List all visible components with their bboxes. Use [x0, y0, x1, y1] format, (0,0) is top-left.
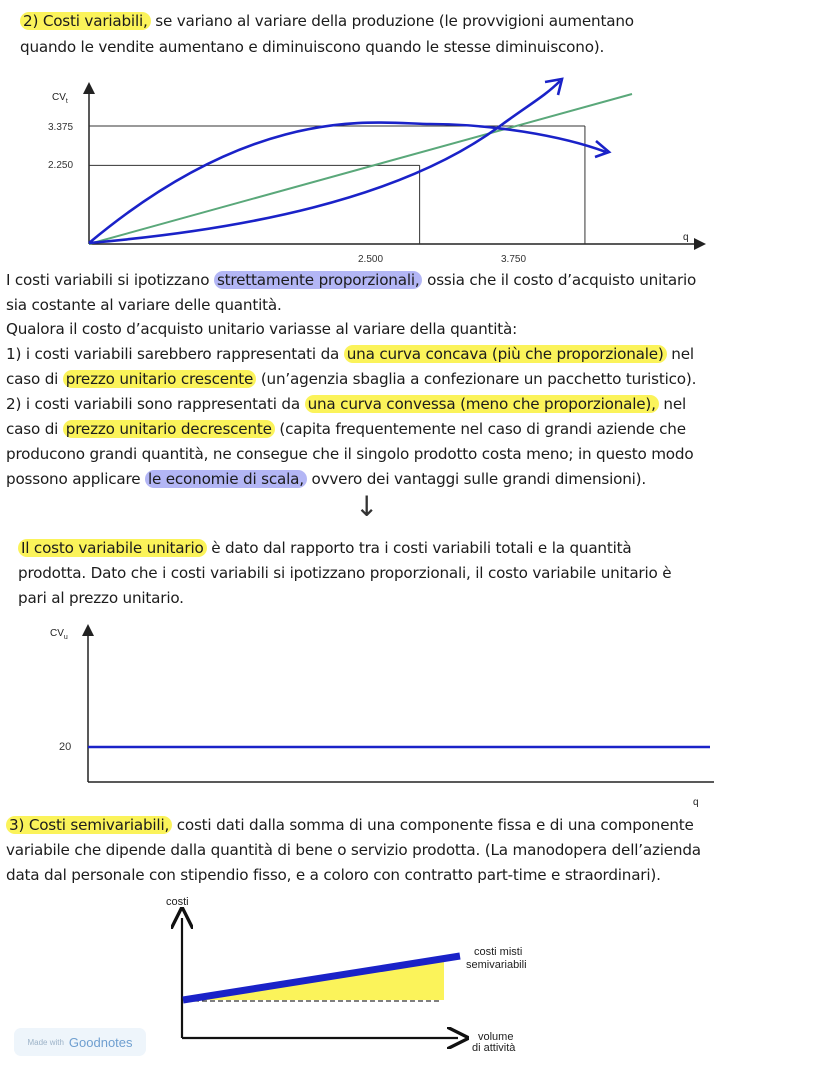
chart1-xlabel: q: [683, 232, 689, 243]
chart1-xtick-3750: 3.750: [501, 254, 527, 265]
s3-line2: variabile che dipende dalla quantità di bene o servizio prodotta. (La manodopera dell’azienda: [6, 841, 701, 859]
p1-l1a: I costi variabili si ipotizzano: [6, 271, 214, 289]
p1-l6c: nel: [658, 395, 686, 413]
p1-line4: [6, 345, 694, 363]
chart1-series-convessa: [89, 81, 560, 243]
p1-l5a: caso di: [6, 370, 63, 388]
chart1-ylabel: $CV_t$: [52, 92, 68, 105]
chart1-series-proporzionale: [89, 94, 632, 244]
p1-l7a: caso di: [6, 420, 63, 438]
chart1-series-concava: [89, 122, 606, 243]
chart-variable-costs: [0, 0, 828, 270]
section2-heading: 2) Costi variabili,: [20, 12, 151, 30]
p1-l9c: ovvero dei vantaggi sulle grandi dimensioni).: [306, 470, 646, 488]
p2-highlight-costo-unitario: Il costo variabile unitario: [18, 539, 207, 557]
p1-line9: [6, 470, 646, 488]
chart2-ylabel: $CV_u$: [50, 628, 68, 641]
chart3-series-label-2: semivariabili: [466, 959, 527, 971]
chart1-ytick-2250: 2.250: [48, 160, 74, 171]
p1-l5c: (un’agenzia sbaglia a confezionare un pacchetto turistico).: [256, 370, 697, 388]
p1-highlight-decrescente: prezzo unitario decrescente: [63, 420, 275, 438]
chart3-xlabel-2: di attività: [472, 1042, 516, 1054]
chart1-ytick-3375: 3.375: [48, 122, 74, 133]
chart2-ytick-20: 20: [59, 741, 72, 753]
p1-line2: sia costante al variare delle quantità.: [6, 296, 282, 314]
p1-highlight-economie: le economie di scala,: [145, 470, 307, 488]
chart3-series-semivariable: [183, 956, 460, 1000]
p1-highlight-proporzionali: strettamente proporzionali,: [214, 271, 423, 289]
chart3-ylabel: costi: [166, 896, 189, 908]
p1-l4c: nel: [666, 345, 694, 363]
p2-line2: prodotta. Dato che i costi variabili si ipotizzano proporzionali, il costo variabile unitario è: [18, 564, 672, 582]
p1-line6: [6, 395, 686, 413]
s3-line1: [6, 816, 694, 834]
chart3-fill-area: [184, 958, 444, 1000]
p1-highlight-concava: una curva concava (più che proporzionale): [344, 345, 667, 363]
s3-line3: data dal personale con stipendio fisso, e a coloro con contratto part-time e straordinari).: [6, 866, 661, 884]
p1-l1c: ossia che il costo d’acquisto unitario: [422, 271, 697, 289]
p1-line3: Qualora il costo d’acquisto unitario variasse al variare della quantità:: [6, 320, 518, 338]
p1-line8: producono grandi quantità, ne consegue che il singolo prodotto costa meno; in questo modo: [6, 445, 694, 463]
p2-line3: pari al prezzo unitario.: [18, 589, 184, 607]
chart2-xlabel: q: [693, 797, 699, 808]
p2-l1b: è dato dal rapporto tra i costi variabili totali e la quantità: [206, 539, 632, 557]
p1-l7c: (capita frequentemente nel caso di grandi aziende che: [274, 420, 686, 438]
chart1-xtick-2500: 2.500: [358, 254, 384, 265]
made-with-label: Made with: [27, 1037, 64, 1047]
section2-text: se variano al variare della produzione (le provvigioni aumentano: [150, 12, 634, 30]
chart3-xlabel-1: volume: [478, 1031, 514, 1043]
p1-line1: [6, 271, 696, 289]
p1-line5: [6, 370, 696, 388]
p1-highlight-convessa: una curva convessa (meno che proporzionale),: [305, 395, 659, 413]
p2-line1: [18, 539, 632, 557]
p1-l6a: 2) i costi variabili sono rappresentati da: [6, 395, 305, 413]
chart3-series-label-1: costi misti: [474, 946, 523, 958]
s3-l1b: costi dati dalla somma di una componente fissa e di una componente: [172, 816, 694, 834]
p1-l4a: 1) i costi variabili sarebbero rappresentati da: [6, 345, 344, 363]
p1-highlight-crescente: prezzo unitario crescente: [63, 370, 256, 388]
p1-line7: [6, 420, 686, 438]
s3-heading: 3) Costi semivariabili,: [6, 816, 172, 834]
section2-line2: quando le vendite aumentano e diminuiscono quando le stesse diminuiscono).: [20, 38, 605, 56]
down-arrow-icon: ↓: [355, 490, 379, 523]
p1-l9a: possono applicare: [6, 470, 145, 488]
goodnotes-badge[interactable]: [14, 1028, 146, 1056]
goodnotes-brand: Goodnotes: [68, 1034, 133, 1050]
